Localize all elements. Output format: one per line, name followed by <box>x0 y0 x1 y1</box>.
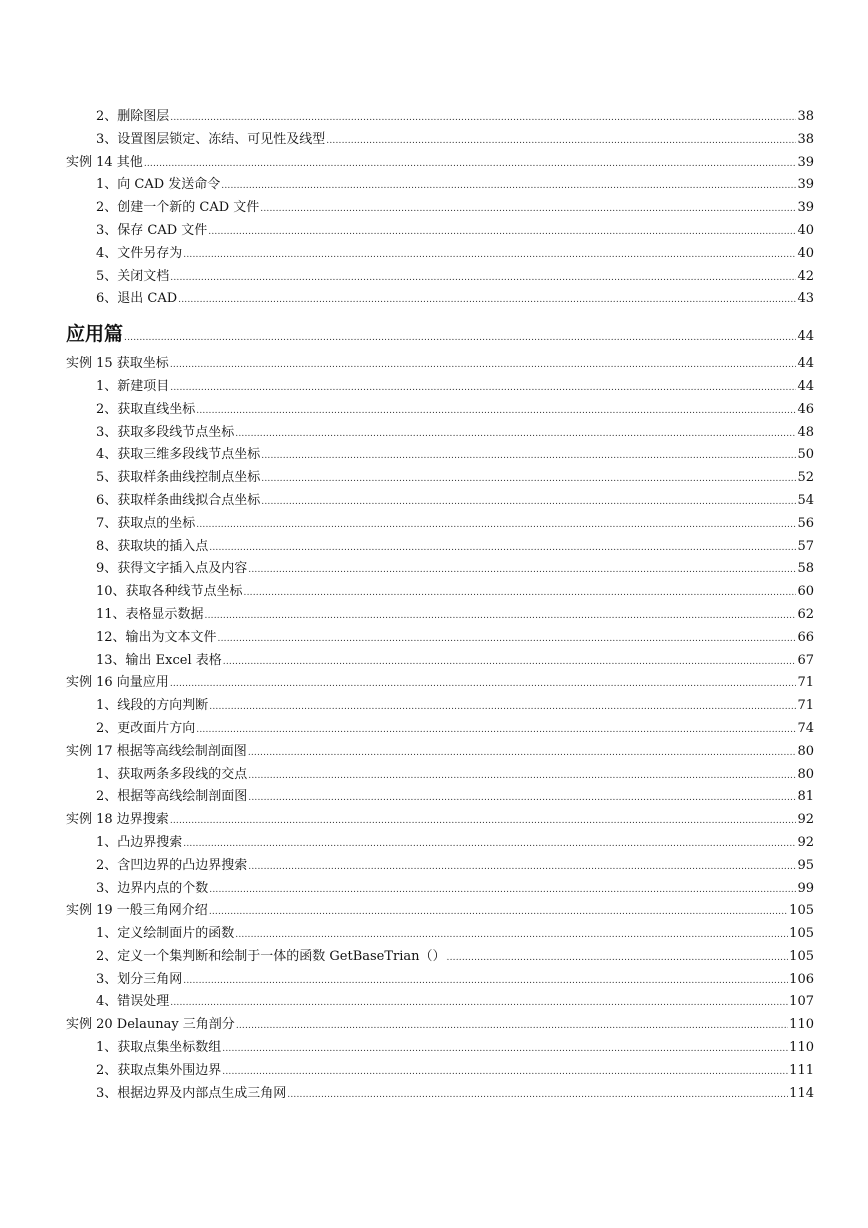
toc-entry-page: 80 <box>797 766 814 782</box>
toc-entry-title: 11、表格显示数据 <box>96 606 204 622</box>
dot-leader <box>261 490 796 514</box>
toc-entry-title: 实例 20 Delaunay 三角剖分 <box>66 1017 235 1033</box>
dot-leader <box>248 786 796 810</box>
dot-leader <box>260 197 796 221</box>
toc-entry-page: 44 <box>797 378 814 394</box>
toc-entry-section[interactable] <box>66 786 814 809</box>
toc-entry-section[interactable] <box>66 106 814 129</box>
toc-entry-section[interactable] <box>66 288 814 311</box>
toc-entry-section[interactable] <box>66 878 814 901</box>
toc-entry-title: 6、退出 CAD <box>96 291 178 307</box>
toc-entry-page: 92 <box>797 812 814 828</box>
dot-leader <box>248 558 796 582</box>
toc-entry-section[interactable] <box>66 855 814 878</box>
toc-entry-section[interactable] <box>66 1060 814 1083</box>
toc-entry-title: 1、获取两条多段线的交点 <box>96 766 248 782</box>
toc-entry-title: 9、获得文字插入点及内容 <box>96 561 248 577</box>
dot-leader <box>223 650 797 674</box>
toc-entry-page: 38 <box>797 131 814 147</box>
toc-entry-section[interactable] <box>66 243 814 266</box>
toc-entry-title: 1、向 CAD 发送命令 <box>96 177 221 193</box>
dot-leader <box>170 353 797 377</box>
toc-entry-title: 1、新建项目 <box>96 378 170 394</box>
toc-entry-page: 106 <box>789 971 814 987</box>
dot-leader <box>261 467 796 491</box>
toc-entry-title: 4、文件另存为 <box>96 245 183 261</box>
toc-entry-title: 3、划分三角网 <box>96 971 183 987</box>
toc-entry-section[interactable] <box>66 536 814 559</box>
toc-entry-chapter[interactable] <box>66 900 814 923</box>
toc-entry-page: 58 <box>797 561 814 577</box>
toc-entry-title: 7、获取点的坐标 <box>96 515 196 531</box>
dot-leader <box>196 513 796 537</box>
toc-entry-page: 71 <box>797 675 814 691</box>
dot-leader <box>221 174 796 198</box>
toc-entry-title: 2、获取点集外围边界 <box>96 1062 222 1078</box>
toc-entry-section[interactable] <box>66 923 814 946</box>
toc-entry-page: 60 <box>797 584 814 600</box>
dot-leader <box>222 1037 788 1061</box>
dot-leader <box>235 923 788 947</box>
toc-entry-page: 43 <box>797 291 814 307</box>
toc-entry-title: 5、获取样条曲线控制点坐标 <box>96 470 261 486</box>
toc-entry-section[interactable] <box>66 129 814 152</box>
dot-leader <box>183 832 796 856</box>
toc-entry-page: 57 <box>797 538 814 554</box>
dot-leader <box>209 536 796 560</box>
toc-entry-page: 99 <box>797 880 814 896</box>
toc-entry-section[interactable] <box>66 467 814 490</box>
toc-entry-page: 110 <box>789 1040 814 1056</box>
toc-entry-title: 2、根据等高线绘制剖面图 <box>96 789 248 805</box>
toc-entry-page: 46 <box>797 401 814 417</box>
toc-entry-page: 56 <box>797 515 814 531</box>
toc-entry-chapter[interactable] <box>66 1014 814 1037</box>
toc-entry-title: 实例 16 向量应用 <box>66 675 169 691</box>
toc-entry-page: 92 <box>797 834 814 850</box>
toc-entry-page: 105 <box>789 948 814 964</box>
dot-leader <box>178 288 796 312</box>
toc-entry-section[interactable] <box>66 266 814 289</box>
toc-entry-title: 3、边界内点的个数 <box>96 880 209 896</box>
dot-leader <box>209 878 796 902</box>
toc-entry-title: 2、定义一个集判断和绘制于一体的函数 GetBaseTrian（） <box>96 948 446 964</box>
toc-entry-section[interactable] <box>66 581 814 604</box>
dot-leader <box>170 672 797 696</box>
toc-entry-title: 实例 19 一般三角网介绍 <box>66 903 208 919</box>
dot-leader <box>196 718 796 742</box>
toc-entry-title: 2、删除图层 <box>96 109 170 124</box>
dot-leader <box>447 946 789 970</box>
toc-entry-section[interactable] <box>66 718 814 741</box>
toc-entry-chapter[interactable] <box>66 353 814 376</box>
toc-entry-section[interactable] <box>66 604 814 627</box>
toc-entry-title: 13、输出 Excel 表格 <box>96 652 222 668</box>
toc-entry-chapter[interactable] <box>66 672 814 695</box>
table-of-contents <box>66 106 814 1105</box>
toc-entry-section[interactable] <box>66 220 814 243</box>
toc-entry-title: 1、定义绘制面片的函数 <box>96 926 235 942</box>
toc-entry-page: 80 <box>797 743 814 759</box>
toc-entry-section[interactable] <box>66 422 814 445</box>
toc-entry-section[interactable] <box>66 832 814 855</box>
toc-entry-section[interactable] <box>66 513 814 536</box>
toc-entry-title: 3、保存 CAD 文件 <box>96 222 208 238</box>
toc-entry-page: 81 <box>797 789 814 805</box>
toc-entry-section[interactable] <box>66 650 814 673</box>
toc-entry-section[interactable] <box>66 376 814 399</box>
dot-leader <box>196 399 796 423</box>
toc-entry-title: 实例 18 边界搜索 <box>66 812 169 828</box>
toc-entry-page: 42 <box>797 268 814 284</box>
toc-entry-title: 4、获取三维多段线节点坐标 <box>96 447 261 463</box>
toc-entry-page: 110 <box>789 1017 814 1033</box>
dot-leader <box>170 106 796 130</box>
toc-entry-title: 实例 17 根据等高线绘制剖面图 <box>66 743 247 759</box>
toc-entry-title: 5、关闭文档 <box>96 268 170 284</box>
toc-entry-title: 2、更改面片方向 <box>96 720 196 736</box>
toc-entry-page: 44 <box>797 329 814 345</box>
toc-entry-page: 40 <box>797 222 814 238</box>
dot-leader <box>170 376 796 400</box>
toc-entry-page: 39 <box>797 154 814 170</box>
dot-leader <box>209 900 788 924</box>
toc-entry-page: 48 <box>797 424 814 440</box>
dot-leader <box>222 1060 788 1084</box>
toc-entry-section[interactable] <box>66 444 814 467</box>
toc-entry-section[interactable] <box>66 969 814 992</box>
toc-entry-page: 62 <box>797 606 814 622</box>
toc-entry-page: 54 <box>797 492 814 508</box>
toc-entry-section[interactable] <box>66 627 814 650</box>
toc-entry-section[interactable] <box>66 1037 814 1060</box>
dot-leader <box>170 991 788 1015</box>
toc-entry-page: 74 <box>797 720 814 736</box>
toc-entry-page: 67 <box>797 652 814 668</box>
toc-entry-section[interactable] <box>66 558 814 581</box>
toc-entry-title: 实例 15 获取坐标 <box>66 356 169 372</box>
toc-entry-section[interactable] <box>66 991 814 1014</box>
dot-leader <box>326 129 796 153</box>
toc-entry-title: 10、获取各种线节点坐标 <box>96 584 243 600</box>
dot-leader <box>183 969 788 993</box>
toc-entry-chapter[interactable] <box>66 809 814 832</box>
toc-entry-page: 105 <box>789 903 814 919</box>
toc-entry-section[interactable] <box>66 399 814 422</box>
toc-entry-title: 2、创建一个新的 CAD 文件 <box>96 200 260 216</box>
dot-leader <box>218 627 797 651</box>
toc-entry-page: 111 <box>789 1062 814 1078</box>
toc-entry-section[interactable] <box>66 1083 814 1106</box>
toc-entry-section[interactable] <box>66 764 814 787</box>
toc-entry-title: 3、根据边界及内部点生成三角网 <box>96 1085 287 1101</box>
dot-leader <box>170 266 796 290</box>
toc-entry-title: 3、获取多段线节点坐标 <box>96 424 235 440</box>
toc-entry-page: 66 <box>797 629 814 645</box>
toc-entry-title: 3、设置图层锁定、冻结、可见性及线型 <box>96 131 326 147</box>
dot-leader <box>205 604 797 628</box>
dot-leader <box>248 741 797 765</box>
toc-entry-chapter[interactable] <box>66 741 814 764</box>
toc-entry-section[interactable] <box>66 946 814 969</box>
toc-entry-section[interactable] <box>66 490 814 513</box>
dot-leader <box>124 320 796 355</box>
toc-part-heading[interactable] <box>66 317 814 351</box>
toc-entry-page: 39 <box>797 200 814 216</box>
toc-entry-page: 38 <box>797 109 814 124</box>
toc-entry-page: 114 <box>789 1085 814 1101</box>
toc-entry-page: 107 <box>789 994 814 1010</box>
toc-entry-section[interactable] <box>66 695 814 718</box>
toc-entry-page: 71 <box>797 698 814 714</box>
dot-leader <box>183 243 796 267</box>
dot-leader <box>287 1083 788 1107</box>
toc-entry-title: 6、获取样条曲线拟合点坐标 <box>96 492 261 508</box>
dot-leader <box>261 444 796 468</box>
toc-entry-section[interactable] <box>66 197 814 220</box>
dot-leader <box>236 1014 788 1038</box>
toc-entry-title: 8、获取块的插入点 <box>96 538 209 554</box>
toc-entry-title: 1、获取点集坐标数组 <box>96 1040 222 1056</box>
toc-entry-page: 52 <box>797 470 814 486</box>
toc-entry-title: 12、输出为文本文件 <box>96 629 217 645</box>
dot-leader <box>248 855 796 879</box>
dot-leader <box>244 581 797 605</box>
toc-entry-page: 105 <box>789 926 814 942</box>
toc-entry-title: 应用篇 <box>66 323 124 346</box>
toc-entry-page: 39 <box>797 177 814 193</box>
toc-entry-section[interactable] <box>66 174 814 197</box>
dot-leader <box>209 695 796 719</box>
dot-leader <box>235 422 796 446</box>
toc-entry-title: 1、线段的方向判断 <box>96 698 209 714</box>
toc-entry-page: 50 <box>797 447 814 463</box>
toc-entry-title: 2、含凹边界的凸边界搜索 <box>96 857 248 873</box>
dot-leader <box>248 764 796 788</box>
toc-entry-chapter[interactable] <box>66 152 814 175</box>
toc-entry-title: 1、凸边界搜索 <box>96 834 183 850</box>
dot-leader <box>144 152 797 176</box>
toc-entry-page: 95 <box>797 857 814 873</box>
toc-entry-title: 2、获取直线坐标 <box>96 401 196 417</box>
dot-leader <box>170 809 797 833</box>
toc-entry-title: 4、错误处理 <box>96 994 170 1010</box>
dot-leader <box>208 220 796 244</box>
toc-entry-page: 44 <box>797 356 814 372</box>
toc-entry-page: 40 <box>797 245 814 261</box>
toc-entry-title: 实例 14 其他 <box>66 154 143 170</box>
